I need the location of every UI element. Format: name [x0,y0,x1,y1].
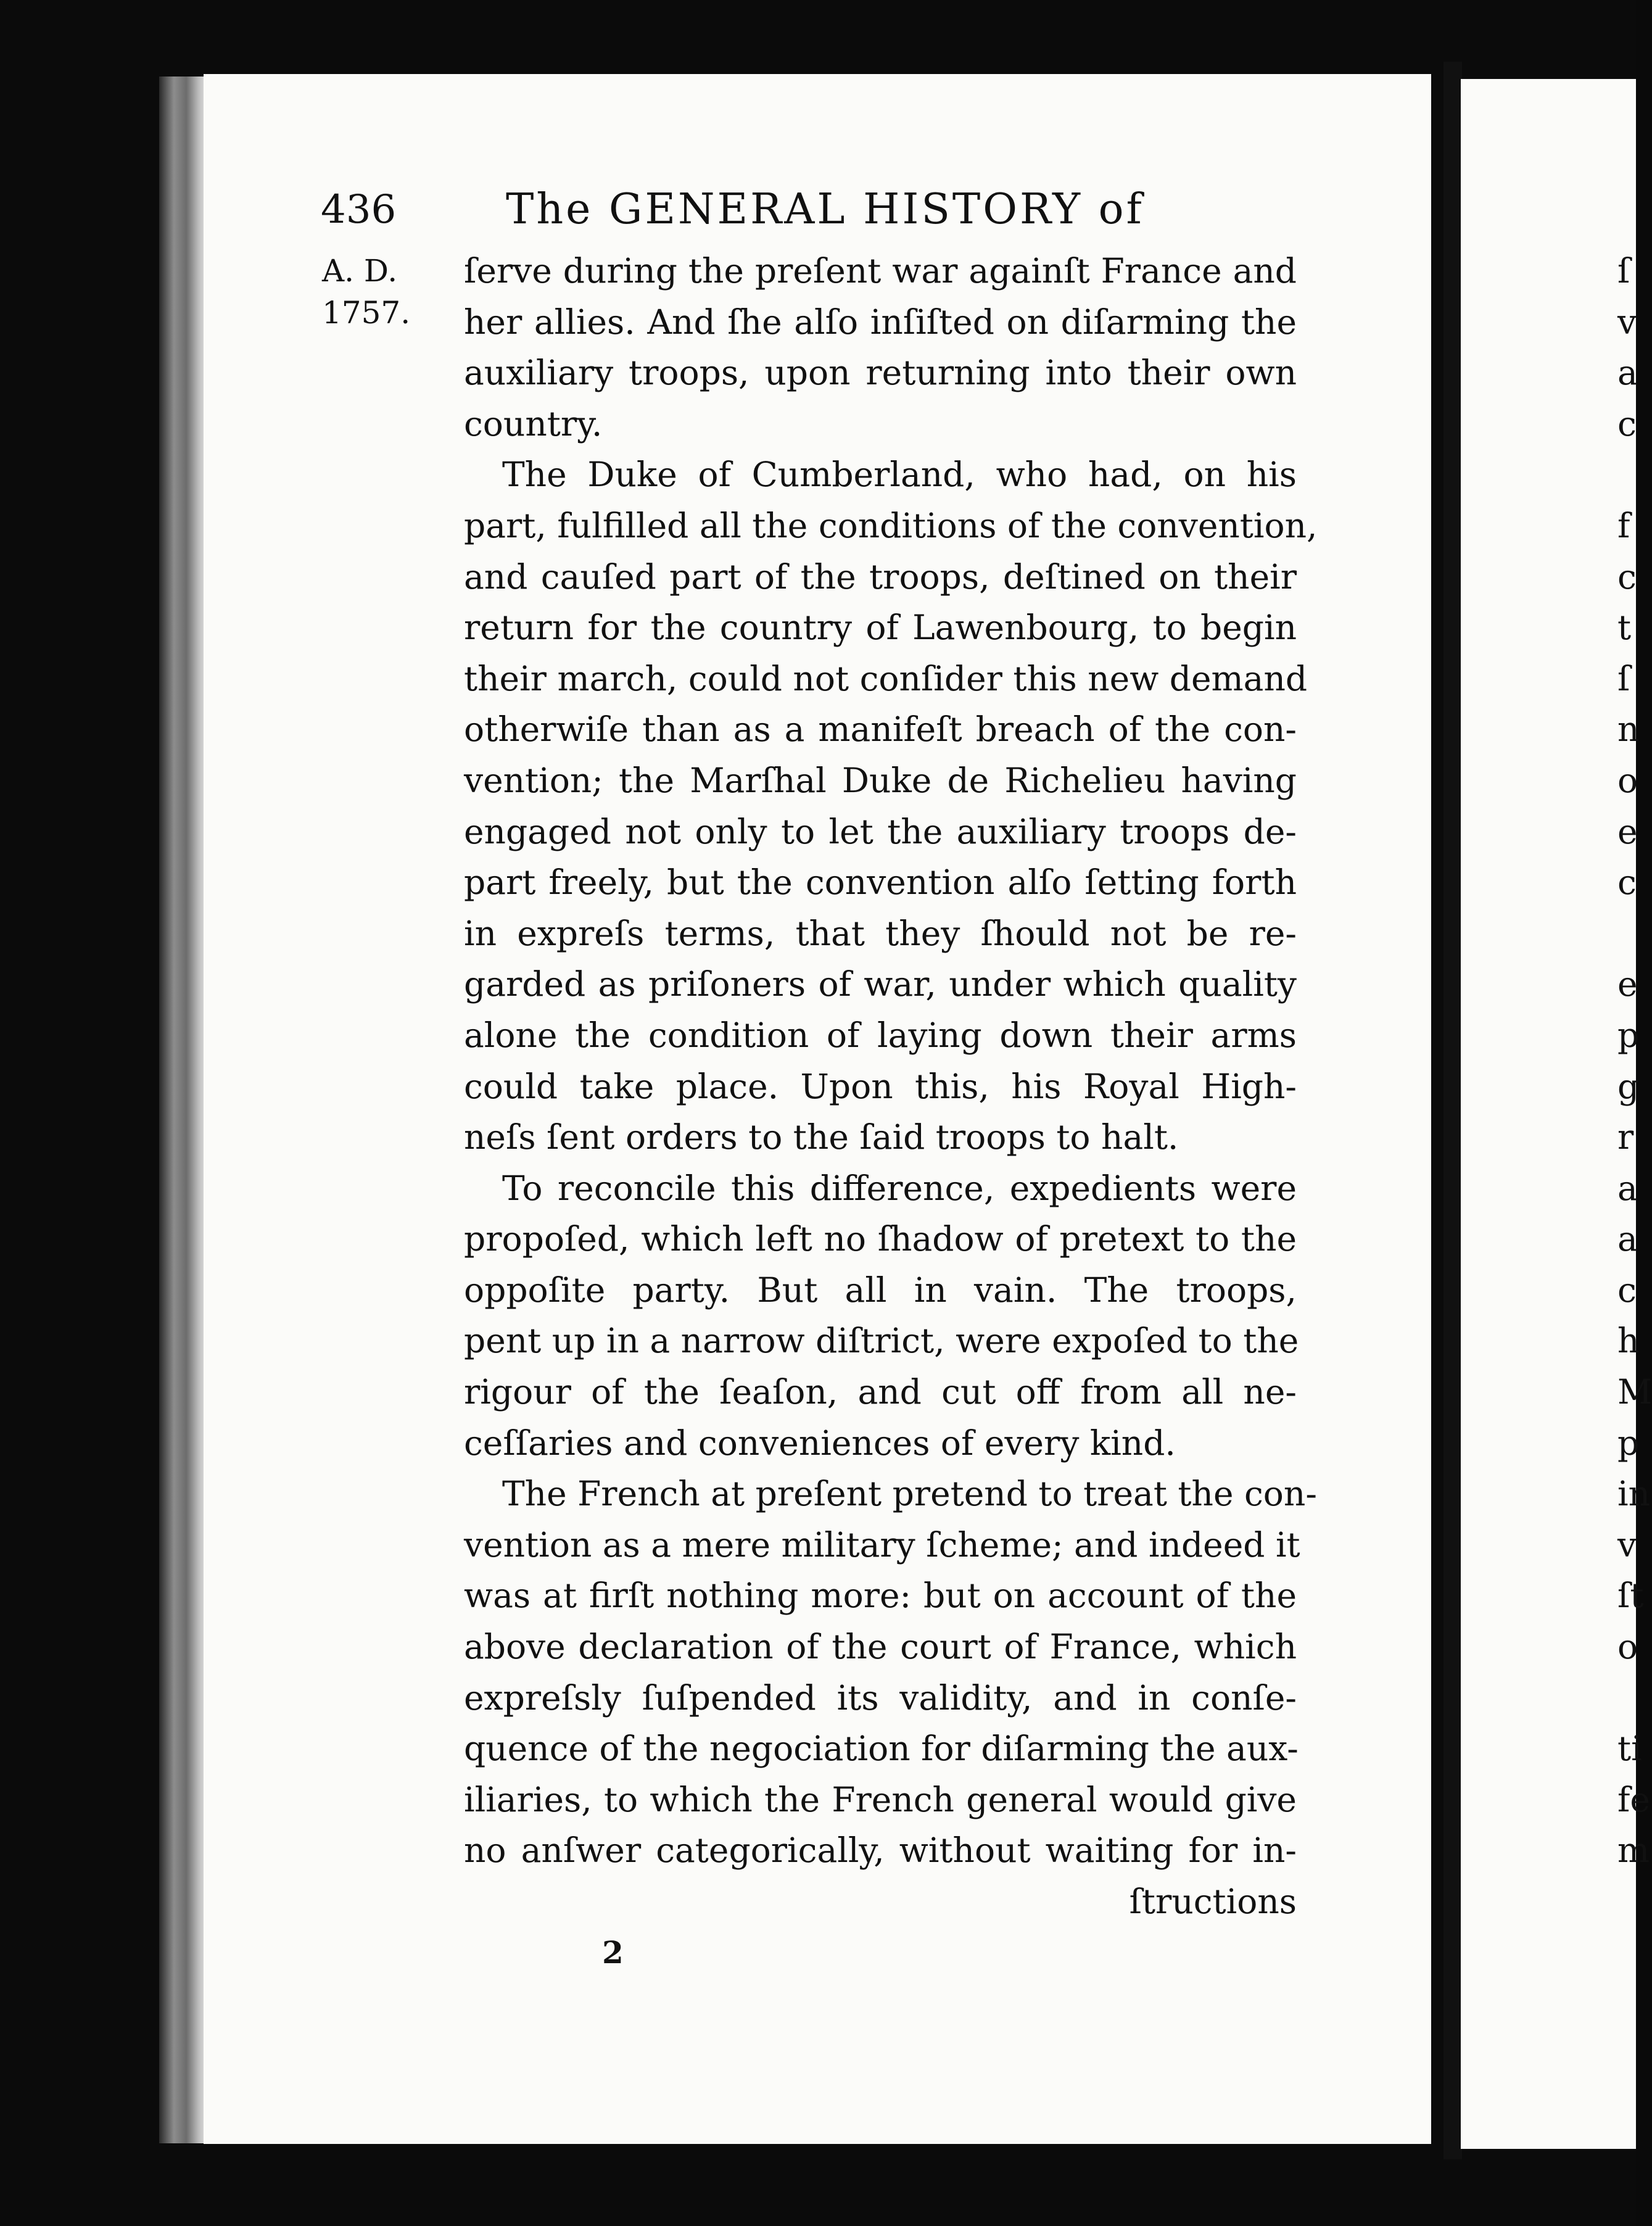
text-line: could take place. Upon this, his Royal High- [464,1066,1297,1106]
facing-page-text [1617,246,1652,1876]
gutter-shadow [1443,62,1462,2159]
facing-line-fragment: o [1617,1627,1638,1667]
margin-note-date [322,250,433,334]
facing-line-fragment [1617,908,1642,959]
text-line: The Duke of Cumberland, who had, on his [502,455,1297,495]
facing-line-fragment: t [1617,608,1632,648]
text-line: part freely, but the convention alſo ſetting forth [464,863,1297,903]
text-line: alone the condition of laying down their arms [464,1015,1297,1055]
facing-line-fragment: c [1617,403,1637,444]
margin-note-year: 1757. [322,295,411,331]
text-line: her allies. And ſhe alſo inſiſted on diſarming the [464,302,1297,342]
facing-line-fragment: n [1617,710,1640,750]
running-head [321,182,1308,238]
text-line: iliaries, to which the French general would give [464,1779,1297,1819]
text-line: in expreſs terms, that they ſhould not be re- [464,913,1297,953]
facing-line-fragment: ſ [1617,658,1630,698]
facing-line-fragment: M [1617,1372,1652,1412]
text-line: pent up in a narrow diſtrict, were expoſed to the [464,1321,1299,1361]
text-line: expreſsly ſuſpended its validity, and in conſe- [464,1678,1297,1718]
facing-line-fragment: v [1617,1525,1637,1565]
facing-line-fragment: v [1617,302,1637,342]
text-line: ceſſaries and conveniences of every kind. [464,1423,1176,1463]
facing-line-fragment: a [1617,1168,1638,1208]
text-line: was at firſt nothing more: but on account of the [464,1576,1297,1616]
facing-line-fragment: c [1617,1270,1637,1310]
facing-line-fragment: p [1617,1015,1640,1055]
facing-line-fragment: e [1617,811,1638,851]
facing-line-fragment: r [1617,1117,1634,1157]
facing-line-fragment: m [1617,1831,1650,1871]
facing-line-fragment: f [1617,505,1630,545]
facing-line-fragment: e [1617,964,1638,1004]
facing-line-fragment: c [1617,863,1637,903]
text-line: no anſwer categorically, without waiting for in- [464,1831,1297,1871]
facing-line-fragment: o [1617,760,1638,800]
facing-line-fragment: ſt [1617,1576,1644,1616]
text-line: and cauſed part of the troops, deſtined on their [464,556,1297,597]
text-line: their march, could not conſider this new demand [464,658,1308,698]
running-title: The GENERAL HISTORY of [506,185,1144,234]
text-line: vention as a mere military ſcheme; and indeed it [464,1525,1300,1565]
facing-line-fragment: fe [1617,1779,1650,1819]
text-line: vention; the Marſhal Duke de Richelieu having [464,760,1297,800]
facing-line-fragment: p [1617,1423,1640,1463]
text-line: rigour of the ſeaſon, and cut off from all ne- [464,1372,1297,1412]
margin-note-era: A. D. [322,253,398,289]
text-line: part, fulfilled all the conditions of the convention, [464,505,1318,545]
text-line: auxiliary troops, upon returning into their own [464,353,1297,393]
text-line: ſerve during the preſent war againſt France and [464,251,1297,291]
text-line: otherwiſe than as a manifeſt breach of the con- [464,710,1297,750]
facing-line-fragment [1617,1673,1642,1724]
facing-line-fragment: ti [1617,1729,1642,1769]
text-line: The French at preſent pretend to treat the con- [502,1474,1317,1514]
text-line: garded as priſoners of war, under which quality [464,964,1297,1004]
text-line: return for the country of Lawenbourg, to begin [464,608,1297,648]
facing-line-fragment: g [1617,1066,1640,1106]
body-text [464,246,1318,1927]
text-line: propoſed, which left no ſhadow of pretext to the [464,1219,1297,1259]
text-line: country. [464,403,603,444]
signature-mark: 2 [602,1934,624,1971]
text-line: engaged not only to let the auxiliary troops de- [464,811,1297,851]
text-line: quence of the negociation for diſarming the aux- [464,1729,1299,1769]
facing-line-fragment: h [1617,1321,1640,1361]
facing-line-fragment: c [1617,556,1637,597]
text-line: neſs ſent orders to the ſaid troops to halt. [464,1117,1179,1157]
facing-line-fragment [1617,449,1642,500]
text-line: To reconcile this difference, expedients were [502,1168,1297,1208]
page-number: 436 [321,187,397,233]
facing-line-fragment: a [1617,353,1638,393]
text-line: above declaration of the court of France, which [464,1627,1297,1667]
book-page-edge [159,77,209,2143]
facing-line-fragment: a [1617,1219,1638,1259]
facing-page [1461,79,1636,2149]
facing-line-fragment: in [1617,1474,1651,1514]
catchword: ſtructions [1129,1882,1297,1921]
text-line: oppoſite party. But all in vain. The troops, [464,1270,1297,1310]
facing-line-fragment: ſ [1617,251,1630,291]
